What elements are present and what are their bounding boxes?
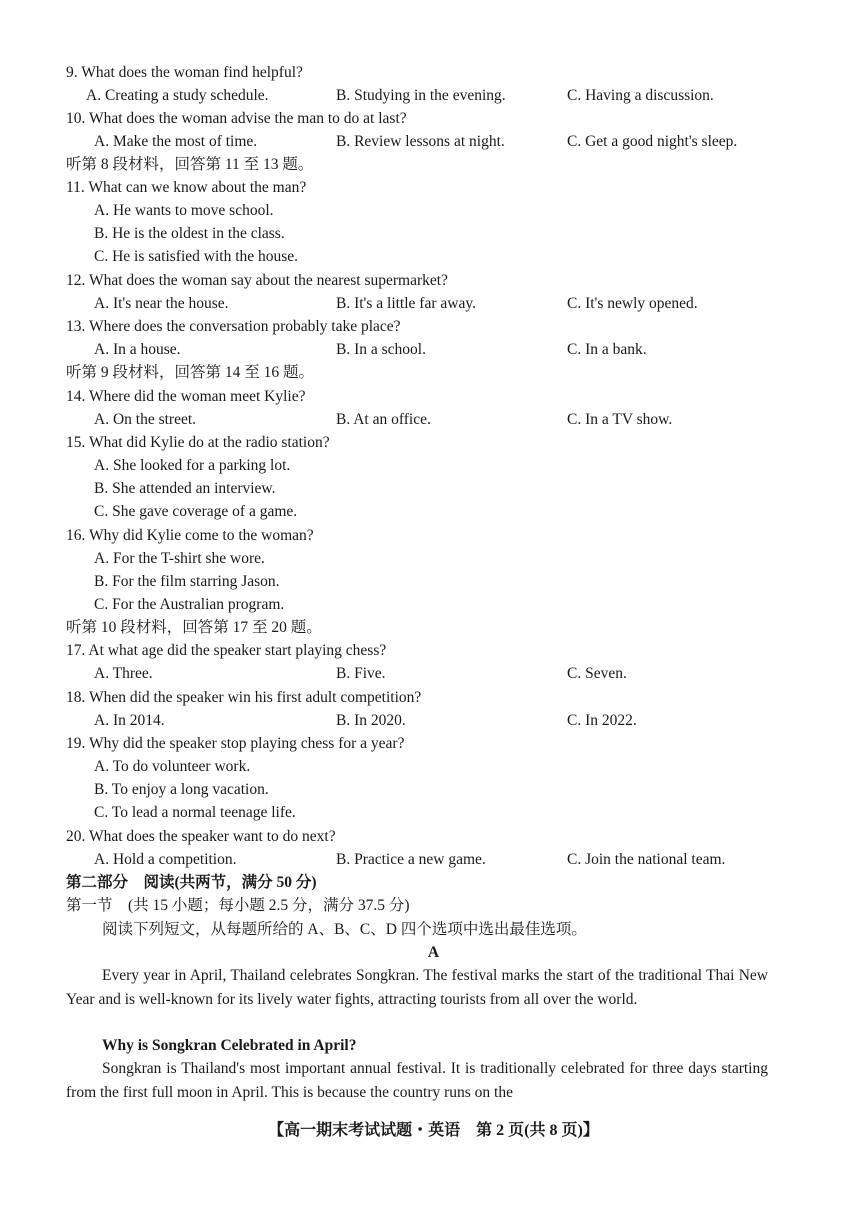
question-13-option-a: A. In a house.: [94, 341, 181, 358]
question-text: At what age did the speaker start playing chess?: [88, 642, 387, 659]
question-12-option-c: C. It's newly opened.: [567, 295, 698, 312]
question-text: What does the speaker want to do next?: [88, 828, 336, 845]
passage-paragraph-2: Songkran is Thailand's most important annual festival. It is traditionally celebrated for three days starting from the first full moon in April. This is because the country runs on the: [66, 1060, 768, 1101]
question-15-option-b: B. She attended an interview.: [94, 480, 276, 497]
question-text: Why did the speaker stop playing chess for a year?: [88, 735, 405, 752]
question-text: What did Kylie do at the radio station?: [88, 434, 330, 451]
question-number: 18.: [66, 689, 86, 706]
listening-section-header: 听第 9 段材料，回答第 14 至 16 题。: [66, 364, 315, 381]
listening-section-header: 听第 10 段材料，回答第 17 至 20 题。: [66, 619, 322, 636]
question-16-option-b: B. For the film starring Jason.: [94, 573, 280, 590]
question-14-option-c: C. In a TV show.: [567, 411, 673, 428]
question-12-stem: [66, 269, 448, 292]
question-16-option-a: A. For the T-shirt she wore.: [94, 550, 265, 567]
question-20-option-c: C. Join the national team.: [567, 851, 726, 868]
question-17-stem: [66, 639, 386, 662]
page-footer: 【高一期末考试试题・英语 第 2 页(共 8 页)】: [268, 1122, 599, 1139]
question-20-option-b: B. Practice a new game.: [336, 851, 486, 868]
question-10-stem: [66, 107, 407, 130]
listening-section-header: 听第 8 段材料，回答第 11 至 13 题。: [66, 156, 314, 173]
part-two-title: 第二部分 阅读(共两节，满分 50 分): [66, 874, 317, 891]
question-10-option-a: A. Make the most of time.: [94, 133, 258, 150]
question-18-stem: [66, 686, 421, 709]
question-number: 12.: [66, 272, 86, 289]
question-18-option-a: A. In 2014.: [94, 712, 165, 729]
question-18-option-b: B. In 2020.: [336, 712, 406, 729]
section-one-title: 第一节 (共 15 小题；每小题 2.5 分，满分 37.5 分): [66, 897, 410, 914]
question-number: 13.: [66, 318, 86, 335]
question-15-stem: [66, 431, 330, 454]
question-number: 11.: [66, 179, 85, 196]
question-text: What does the woman advise the man to do at last?: [88, 110, 407, 127]
question-17-option-b: B. Five.: [336, 665, 386, 682]
question-11-option-a: A. He wants to move school.: [94, 202, 274, 219]
question-number: 20.: [66, 828, 86, 845]
question-number: 10.: [66, 110, 86, 127]
question-12-option-a: A. It's near the house.: [94, 295, 229, 312]
question-text: Where did the woman meet Kylie?: [88, 388, 306, 405]
question-11-option-c: C. He is satisfied with the house.: [94, 248, 299, 265]
question-10-option-c: C. Get a good night's sleep.: [567, 133, 738, 150]
question-14-option-a: A. On the street.: [94, 411, 197, 428]
question-9-option-a: A. Creating a study schedule.: [86, 87, 269, 104]
question-18-option-c: C. In 2022.: [567, 712, 637, 729]
question-17-option-c: C. Seven.: [567, 665, 627, 682]
question-19-option-b: B. To enjoy a long vacation.: [94, 781, 269, 798]
question-13-option-b: B. In a school.: [336, 341, 426, 358]
question-9-option-b: B. Studying in the evening.: [336, 87, 506, 104]
question-number: 19.: [66, 735, 86, 752]
question-14-stem: [66, 385, 305, 408]
passage-subheading: Why is Songkran Celebrated in April?: [102, 1037, 357, 1054]
question-16-option-c: C. For the Australian program.: [94, 596, 285, 613]
question-9-stem: [66, 61, 303, 84]
question-16-stem: [66, 524, 314, 547]
reading-instruction: 阅读下列短文，从每题所给的 A、B、C、D 四个选项中选出最佳选项。: [102, 921, 587, 938]
passage-paragraph-1: Every year in April, Thailand celebrates Songkran. The festival marks the start of the traditional Thai New Year and is well-known for its lively water fights, attracting tourists from all over the world.: [66, 967, 768, 1008]
question-number: 16.: [66, 527, 86, 544]
question-13-stem: [66, 315, 401, 338]
question-text: What can we know about the man?: [88, 179, 307, 196]
question-9-option-c: C. Having a discussion.: [567, 87, 714, 104]
question-19-option-c: C. To lead a normal teenage life.: [94, 804, 296, 821]
question-number: 17.: [66, 642, 86, 659]
passage-label: A: [427, 944, 440, 961]
question-number: 14.: [66, 388, 86, 405]
question-12-option-b: B. It's a little far away.: [336, 295, 476, 312]
question-text: What does the woman say about the nearest supermarket?: [88, 272, 448, 289]
question-20-stem: [66, 825, 336, 848]
question-text: What does the woman find helpful?: [81, 64, 303, 81]
question-number: 9.: [66, 64, 78, 81]
question-number: 15.: [66, 434, 86, 451]
question-19-stem: [66, 732, 404, 755]
question-text: Why did Kylie come to the woman?: [88, 527, 314, 544]
question-10-option-b: B. Review lessons at night.: [336, 133, 505, 150]
question-14-option-b: B. At an office.: [336, 411, 431, 428]
question-11-option-b: B. He is the oldest in the class.: [94, 225, 285, 242]
question-11-stem: [66, 176, 306, 199]
question-19-option-a: A. To do volunteer work.: [94, 758, 251, 775]
question-text: When did the speaker win his first adult competition?: [88, 689, 422, 706]
question-20-option-a: A. Hold a competition.: [94, 851, 237, 868]
question-15-option-a: A. She looked for a parking lot.: [94, 457, 291, 474]
question-15-option-c: C. She gave coverage of a game.: [94, 503, 298, 520]
question-13-option-c: C. In a bank.: [567, 341, 647, 358]
question-17-option-a: A. Three.: [94, 665, 153, 682]
question-text: Where does the conversation probably take place?: [88, 318, 401, 335]
